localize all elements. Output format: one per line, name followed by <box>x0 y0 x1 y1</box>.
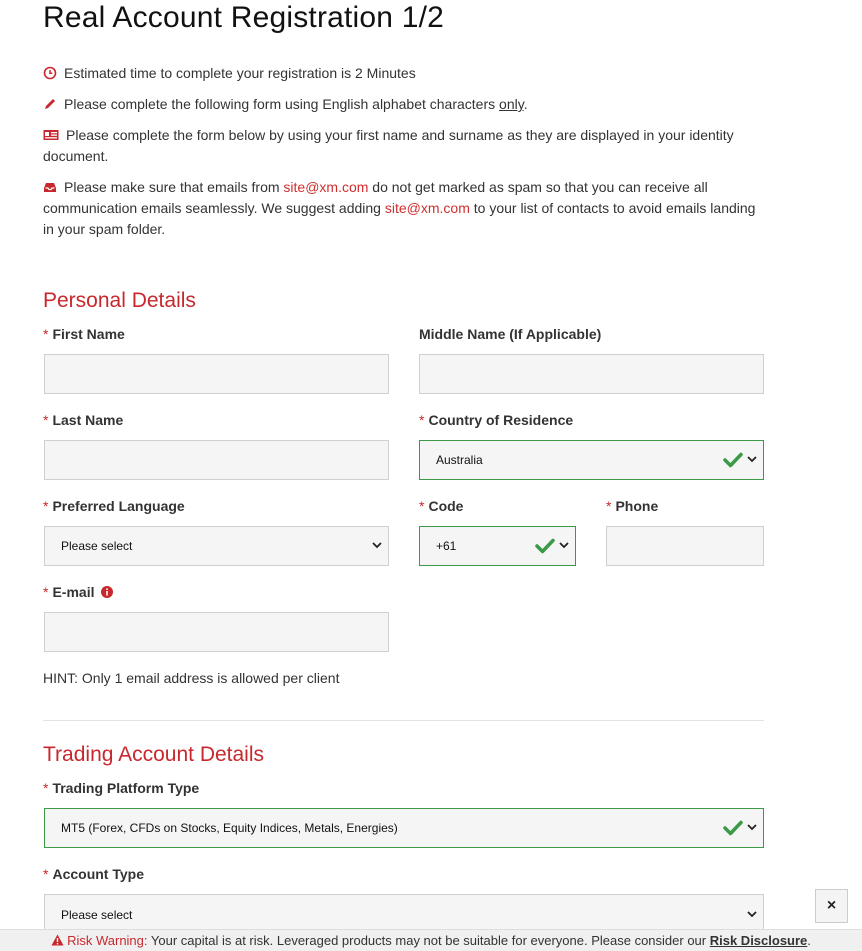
info-alphabet: Please complete the following form using English alphabet characters only. <box>43 94 763 115</box>
country-value: Australia <box>436 453 483 467</box>
email-input[interactable] <box>44 612 389 652</box>
section-divider <box>43 720 764 721</box>
email-label: * E-mail <box>43 584 113 600</box>
middle-name-input[interactable] <box>419 354 764 394</box>
account-type-label: * Account Type <box>43 866 144 882</box>
first-name-label: * First Name <box>43 326 125 342</box>
chevron-down-icon <box>747 455 757 463</box>
close-button[interactable]: × <box>815 889 848 923</box>
phone-label: * Phone <box>606 498 659 514</box>
info-email: Please make sure that emails from site@xm.com do not get marked as spam so that you can receive all communication emails seamlessly. We suggest adding site@xm.com to your list of contacts to avoid emails landing in your spam folder. <box>43 179 756 237</box>
clock-icon <box>43 66 57 80</box>
code-label: * Code <box>419 498 464 514</box>
language-value: Please select <box>61 539 133 553</box>
check-icon <box>723 819 743 837</box>
risk-warning-bar: Risk Warning: Your capital is at risk. Leveraged products may not be suitable for everyone. Please consider our Risk Disclosure. <box>0 929 862 951</box>
check-icon <box>535 537 555 555</box>
code-select[interactable] <box>419 526 576 566</box>
check-icon <box>723 451 743 469</box>
platform-value: MT5 (Forex, CFDs on Stocks, Equity Indices, Metals, Energies) <box>61 821 398 835</box>
platform-select[interactable] <box>44 808 764 848</box>
middle-name-label: Middle Name (If Applicable) <box>419 326 602 342</box>
code-value: +61 <box>436 539 457 553</box>
platform-label: * Trading Platform Type <box>43 780 200 796</box>
account-type-select[interactable] <box>44 894 764 934</box>
trading-details-title: Trading Account Details <box>43 743 265 766</box>
chevron-down-icon <box>559 541 569 549</box>
info-identity: Please complete the form below by using your first name and surname as they are displayed in your identity document. <box>43 127 734 164</box>
email-link-2[interactable]: site@xm.com <box>384 200 470 216</box>
risk-disclosure-link[interactable]: Risk Disclosure <box>709 933 808 948</box>
first-name-input[interactable] <box>44 354 389 394</box>
chevron-down-icon <box>747 823 757 831</box>
last-name-input[interactable] <box>44 440 389 480</box>
page-title: Real Account Registration 1/2 <box>43 1 445 34</box>
warning-icon <box>51 934 64 946</box>
info-time: Estimated time to complete your registration is 2 Minutes <box>43 63 763 84</box>
info-icon[interactable] <box>101 586 113 598</box>
id-card-icon <box>43 128 59 142</box>
country-label: * Country of Residence <box>419 412 574 428</box>
phone-input[interactable] <box>606 526 764 566</box>
inbox-icon <box>43 180 57 194</box>
pencil-icon <box>43 97 57 111</box>
country-select[interactable] <box>419 440 764 480</box>
chevron-down-icon <box>372 541 382 549</box>
email-link-1[interactable]: site@xm.com <box>283 179 369 195</box>
account-type-value: Please select <box>61 908 133 922</box>
risk-warning-label: Risk Warning: <box>67 933 148 948</box>
email-hint: HINT: Only 1 email address is allowed per client <box>43 670 340 686</box>
language-label: * Preferred Language <box>43 498 185 514</box>
language-select[interactable] <box>44 526 389 566</box>
last-name-label: * Last Name <box>43 412 124 428</box>
chevron-down-icon <box>747 910 757 918</box>
personal-details-title: Personal Details <box>43 289 196 312</box>
